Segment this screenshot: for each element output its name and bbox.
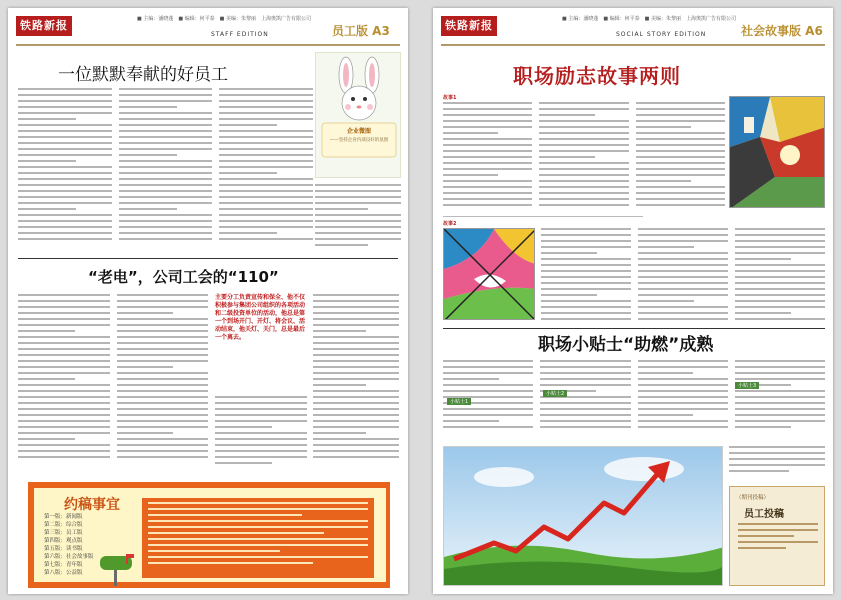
notice-category: 第五版：读书版	[44, 546, 83, 552]
tip-label	[447, 388, 471, 407]
article-body	[313, 294, 399, 472]
article-body	[18, 88, 313, 253]
notice-category: 第六版：社会故事版	[44, 554, 94, 560]
masthead	[16, 14, 400, 46]
notice-box	[28, 482, 390, 588]
divider	[443, 328, 825, 329]
edition-label: SOCIAL STORY EDITION	[616, 31, 707, 38]
masthead	[441, 14, 825, 46]
article-title: “老电”，公司工会的“110”	[88, 268, 279, 286]
notice-title: 约稿事宜	[64, 497, 120, 513]
article-title: 一位默默奉献的好员工	[58, 65, 228, 85]
abstract-art-icon	[730, 97, 825, 208]
abstract-art-icon	[444, 229, 535, 320]
notice-category: 第一版：新闻版	[44, 514, 83, 520]
article-body	[729, 446, 825, 482]
notice-category: 第三版：员工版	[44, 530, 83, 536]
article-body	[18, 294, 208, 470]
growth-arrow-icon	[444, 447, 723, 586]
rabbit-illustration	[315, 52, 401, 178]
tip-label	[543, 380, 567, 399]
article-title: 职场小贴士“助燃”成熟	[538, 335, 714, 355]
notice-category: 第七版：青年版	[44, 562, 83, 568]
article-body	[443, 360, 825, 440]
tip-badge: 小贴士1	[447, 398, 471, 405]
abstract-illustration	[443, 228, 535, 320]
divider	[18, 258, 398, 259]
edition-label: STAFF EDITION	[211, 31, 269, 38]
tip-badge: 小贴士2	[543, 390, 567, 397]
article-body	[541, 228, 825, 328]
story-label: 故事2	[443, 221, 457, 227]
newspaper-logo: 铁路新报	[441, 16, 497, 36]
newspaper-logo: 铁路新报	[16, 16, 72, 36]
divider	[443, 216, 643, 217]
abstract-illustration	[729, 96, 825, 208]
tip-label	[735, 372, 759, 391]
article-body	[315, 184, 401, 254]
tip-badge: 小贴士3	[735, 382, 759, 389]
notice-content	[142, 498, 374, 578]
article-body	[443, 102, 725, 212]
masthead-meta: ■ 主编：潘晓蓬 ■ 编辑：何平泰 ■ 美编：朱黎丽 上海奥凯广告有限公司	[562, 16, 736, 22]
article-title: 职场励志故事两则	[513, 64, 681, 88]
illustration-caption: 企业微图	[346, 128, 371, 135]
article-lead: 主要分工负责宣传和保全、他不仅积极参与集团公司组织的各项活动和二级投资单位的活动，他总是第一个到场开门、开灯、将会议、活动结束，他关灯、关门，总是最后一个离去。	[215, 294, 306, 341]
submission-box	[729, 486, 825, 586]
submission-header: （期刊投稿）	[736, 495, 770, 501]
submission-title: 员工投稿	[744, 509, 784, 520]
section-label: 社会故事版 A6	[741, 24, 823, 38]
left-page	[8, 8, 408, 594]
article-body	[215, 396, 307, 472]
notice-category: 第二版：综合版	[44, 522, 83, 528]
story-label: 故事1	[443, 95, 457, 101]
notice-category: 第八版：公益版	[44, 570, 83, 576]
growth-arrow-illustration	[443, 446, 723, 586]
masthead-meta: ■ 主编：潘晓蓬 ■ 编辑：何平泰 ■ 美编：朱黎丽 上海奥凯广告有限公司	[137, 16, 311, 22]
illustration-subcaption: ——坚持企业内部良好的氛围	[329, 138, 389, 143]
mailbox-icon	[92, 554, 142, 588]
right-page	[433, 8, 833, 594]
section-label: 员工版 A3	[332, 24, 390, 38]
notice-category: 第四版：观点版	[44, 538, 83, 544]
rabbit-icon	[316, 53, 401, 178]
